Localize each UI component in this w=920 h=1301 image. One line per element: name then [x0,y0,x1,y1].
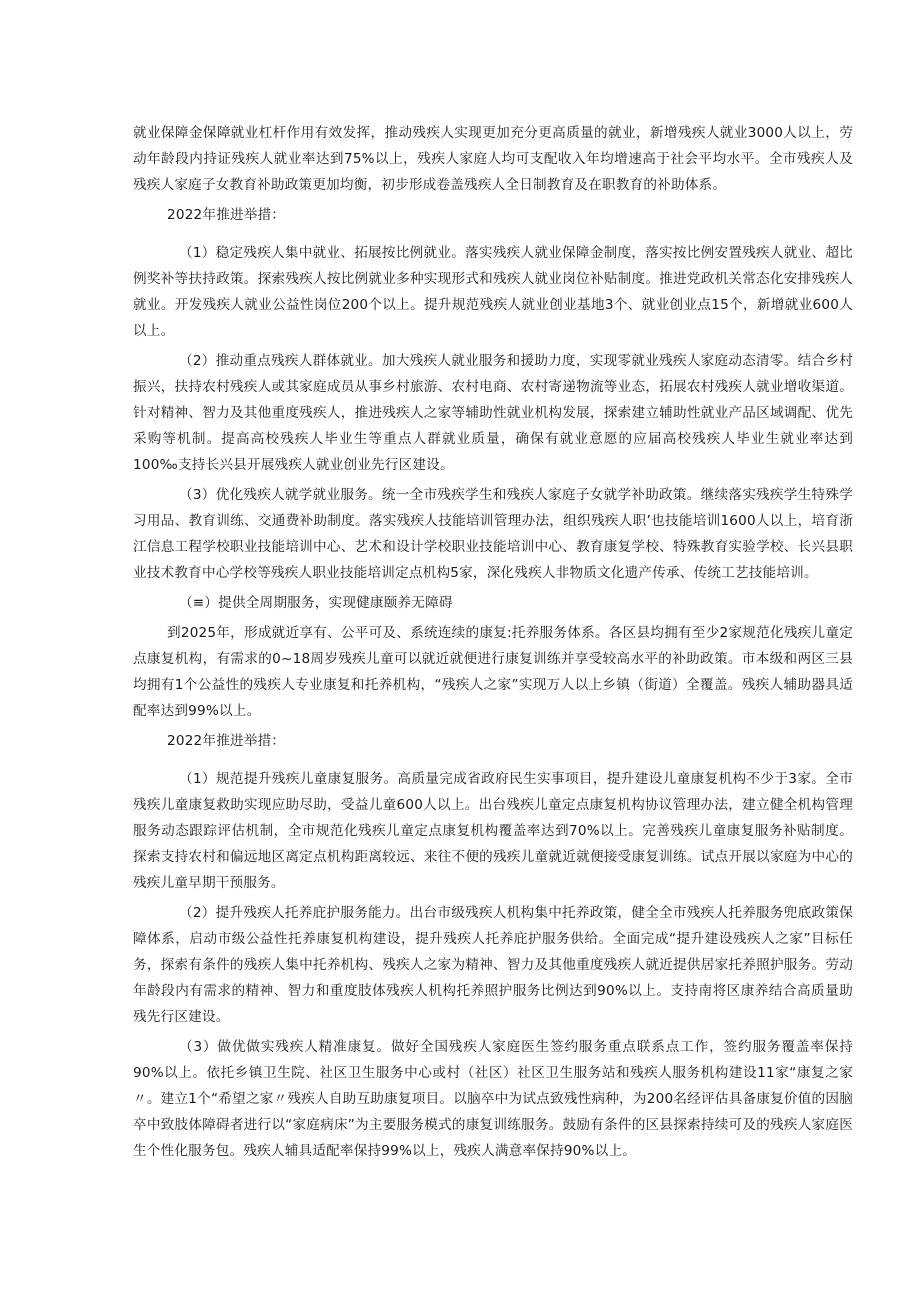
paragraph-measure-2: （2）推动重点残疾人群体就业。加大残疾人就业服务和援助力度，实现零就业残疾人家庭动态清零。结合乡村振兴，扶持农村残疾人或其家庭成员从事乡村旅游、农村电商、农村寄递物流等业态，拓展农村残疾人就业增收渠道。针对精神、智力及其他重度残疾人，推进残疾人之家等辅助性就业机构发展，探索建立辅助性就业产品区域调配、优先采购等机制。提高高校残疾人毕业生等重点人群就业质量，确保有就业意愿的应届高校残疾人毕业生就业率达到100‰支持长兴县开展残疾人就业创业先行区建设。 [133,353,853,473]
document-body [133,120,853,1164]
paragraph-rehab-3: （3）做优做实残疾人精准康复。做好全国残疾人家庭医生签约服务重点联系点工作，签约服务覆盖率保持90%以上。依托乡镇卫生院、社区卫生服务中心或村（社区）社区卫生服务站和残疾人服务机构建设11家“康复之家〃。建立1个“希望之家〃残疾人自助互助康复项目。以脑卒中为试点致残性病种，为200名经评估具备康复价值的因脑卒中致肢体障碍者进行以“家庭病床”为主要服务模式的康复训练服务。鼓励有条件的区县探索持续可及的残疾人家庭医生个性化服务包。残疾人辅具适配率保持99%以上，残疾人满意率保持90%以上。 [133,1039,853,1159]
section-heading-health: （≡）提供全周期服务，实现健康颐养无障碍 [179,595,453,611]
paragraph-health-goal: 到2025年，形成就近享有、公平可及、系统连续的康复:托养服务体系。各区县均拥有至少2家规范化残疾儿童定点康复机构，有需求的0~18周岁残疾儿童可以就近就便进行康复训练并享受较高水平的补助政策。市本级和两区三县均拥有1个公益性的残疾人专业康复和托养机构，“残疾人之家”实现万人以上乡镇（街道）全覆盖。残疾人辅助器具适配率达到99%以上。 [133,625,853,719]
paragraph-rehab-1: （1）规范提升残疾儿童康复服务。高质量完成省政府民生实事项目，提升建设儿童康复机构不少于3家。全市残疾儿童康复救助实现应助尽助，受益儿童600人以上。出台残疾儿童定点康复机构协议管理办法，建立健全机构管理服务动态跟踪评估机制，全市规范化残疾儿童定点康复机构覆盖率达到70%以上。完善残疾儿童康复服务补贴制度。探索支持农村和偏远地区离定点机构距离较远、来往不便的残疾儿童就近就便接受康复训练。试点开展以家庭为中心的残疾儿童早期干预服务。 [133,771,853,891]
heading-2022-measures: 2022年推进举措： [167,207,286,223]
paragraph-measure-3: （3）优化残疾人就学就业服务。统一全市残疾学生和残疾人家庭子女就学补助政策。继续落实残疾学生特殊学习用品、教育训练、交通费补助制度。落实残疾人技能培训管理办法，组织残疾人职’也技能培训1600人以上，培育浙江信息工程学校职业技能培训中心、艺术和设计学校职业技能培训中心、教育康复学校、特殊教育实验学校、长兴县职业技术教育中心学校等残疾人职业技能培训定点机构5家，深化残疾人非物质文化遗产传承、传统工艺技能培训。 [133,487,853,581]
heading-2022-measures-2: 2022年推进举措： [167,733,286,749]
paragraph-measure-1: （1）稳定残疾人集中就业、拓展按比例就业。落实残疾人就业保障金制度，落实按比例安置残疾人就业、超比例奖补等扶持政策。探索残疾人按比例就业多种实现形式和残疾人就业岗位补贴制度。推进党政机关常态化安排残疾人就业。开发残疾人就业公益性岗位200个以上。提升规范残疾人就业创业基地3个、就业创业点15个，新增就业600人以上。 [133,245,853,339]
paragraph-rehab-2: （2）提升残疾人托养庇护服务能力。出台市级残疾人机构集中托养政策，健全全市残疾人托养服务兜底政策保障体系，启动市级公益性托养康复机构建设，提升残疾人托养庇护服务供给。全面完成“提升建设残疾人之家”目标任务，探索有条件的残疾人集中托养机构、残疾人之家为精神、智力及其他重度残疾人就近提供居家托养照护服务。劳动年龄段内有需求的精神、智力和重度肢体残疾人机构托养照护服务比例达到90%以上。支持南将区康养结合高质量助残先行区建设。 [133,905,853,1025]
paragraph-employment-goal: 就业保障金保障就业杠杆作用有效发挥，推动残疾人实现更加充分更高质量的就业，新增残疾人就业3000人以上，劳动年龄段内持证残疾人就业率达到75%以上，残疾人家庭人均可支配收入年均增速高于社会平均水平。全市残疾人及残疾人家庭子女教育补助政策更加均衡，初步形成卷盖残疾人全日制教育及在职教育的补助体系。 [133,125,853,193]
